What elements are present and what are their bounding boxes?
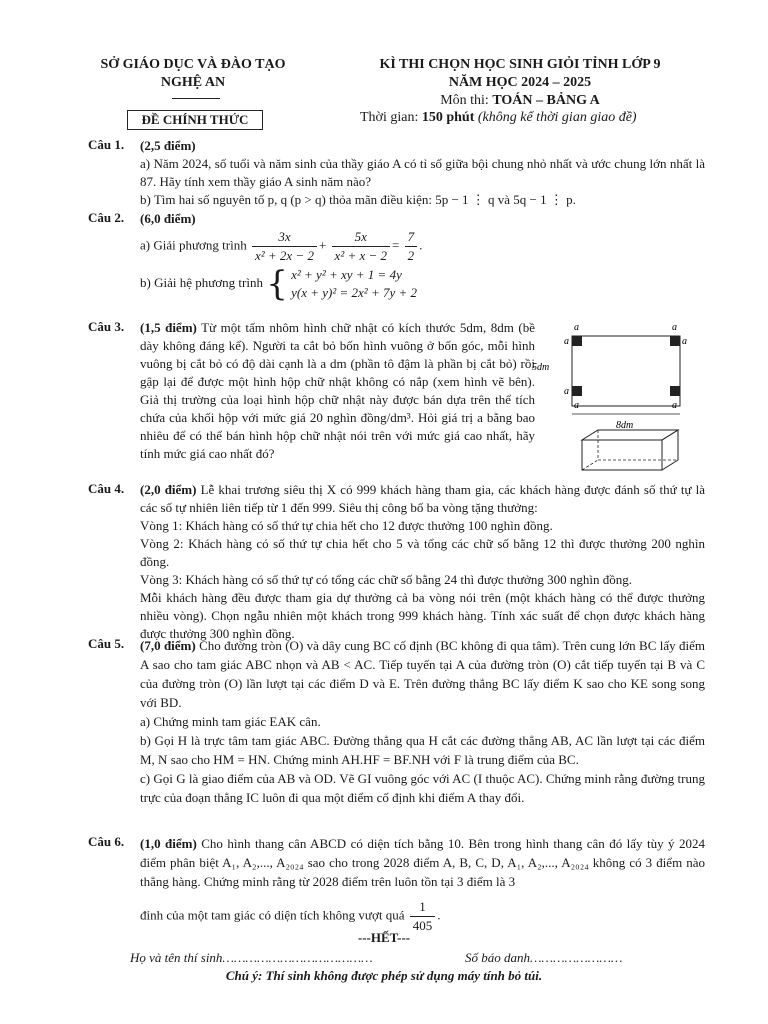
q1-part-b: b) Tìm hai số nguyên tố p, q (p > q) thỏa mãn điều kiện: 5p − 1 ⋮ q và 5q − 1 ⋮ p. [140,192,576,207]
system-eq-2: y(x + y)² = 2x² + 7y + 2 [291,285,418,300]
q3-body: Từ một tấm nhôm hình chữ nhật có kích thước 5dm, 8dm (bề dày không đáng kể). Người ta cắt bỏ bốn hình vuông ở bốn góc, mỗi hình vuông bị cắt bỏ có độ dài cạnh là a dm (phần tô đậm là phần bị cắt bỏ) rồi gập lại để được một hình hộp chữ nhật không có nắp (xem hình vẽ bên). Giả thị trường của loại hình hộp chữ nhật này được bán dựa trên thể tích chứa của khối hộp với mức giá 20 nghìn đồng/dm³. Hỏi giá trị a bằng bao nhiêu để có thể bán hình hộp chữ nhật nói trên với mức giá cao nhất, hãy tính mức giá cao nhất đó? [140,320,535,461]
fraction-2-num: 5x [332,228,390,247]
q5-intro: Cho đường tròn (O) và dây cung BC cố định (BC không đi qua tâm). Trên cung lớn BC lấy điểm A sao cho tam giác ABC nhọn và AB < AC. Tiếp tuyến tại A của đường tròn (O) cắt tiếp tuyến tại B và C của đường tròn (O) lần lượt tại các điểm D và E. Trên đường thẳng BC lấy điểm K sao cho KE song song với BD. [140,638,705,710]
issuer-block [88,56,298,92]
q4-round-2: Vòng 2: Khách hàng có số thứ tự chia hết cho 5 và tổng các chữ số bằng 12 thì được thưởng 200 nghìn đồng. [140,536,705,569]
q2a-prefix: a) Giải phương trình [140,237,247,253]
box-front [582,440,662,470]
official-badge: ĐỀ CHÍNH THỨC [127,110,263,130]
q3-text [140,319,535,463]
subject-line [325,92,715,110]
label-a-6: a [574,400,579,411]
issuer-line1: SỞ GIÁO DỤC VÀ ĐÀO TẠO [100,57,286,72]
label-a-2: a [672,322,677,333]
q6-points: (1,0 điểm) [140,836,197,851]
q6-label: Câu 6. [88,834,125,849]
rhs-num: 7 [405,228,418,247]
fraction-2 [332,228,390,265]
q5-points: (7,0 điểm) [140,638,196,653]
cut-square-top-right [670,336,680,346]
q5-part-a: a) Chứng minh tam giác EAK cân. [140,714,321,729]
q5-part-b: b) Gọi H là trực tâm tam giác ABC. Đường thẳng qua H cắt các đường thẳng AB, AC lần lượt tại các điểm M, N sao cho HM = HN. Chứng minh AH.HF = BF.NH với F là trung điểm của BC. [140,733,705,767]
q3-label: Câu 3. [88,319,125,334]
box-side [662,430,678,470]
calculator-note: Chú ý: Thí sinh không được phép sử dụng máy tính bỏ túi. [225,968,543,983]
fraction-1-den: x² + 2x − 2 [254,248,314,263]
sheet-outline [572,336,680,406]
q4-round-3: Vòng 3: Khách hàng có số thứ tự có tổng các chữ số bằng 24 thì được thưởng 300 nghìn đồng. [140,572,632,587]
issuer-line2: NGHỆ AN [160,75,226,90]
q4-end: Mỗi khách hàng đều được tham gia dự thưởng cả ba vòng nói trên (một khách hàng có thể được thưởng nhiều vòng). Chọn ngẫu nhiên một khách trong 999 khách hàng. Tính xác suất để chọn được khách hàng được thưởng 300 nghìn đồng. [140,590,705,641]
exam-title-block [325,56,715,110]
candidate-name-field: Họ và tên thí sinh………………………………… [130,950,373,965]
cut-square-top-left [572,336,582,346]
q2-points: (6,0 điểm) [140,211,196,226]
label-a-3: a [564,336,569,347]
candidate-number-field: Số báo danh…………………… [465,950,623,965]
q6-frac-num: 1 [410,898,436,917]
time-note: (không kể thời gian giao đề) [477,110,637,125]
q6-text-2: đỉnh của một tam giác có diện tích không vượt quá $\frac{1}{405}$ . [140,899,441,933]
q2b-prefix: b) Giải hệ phương trình [140,274,263,290]
q1-points: (2,5 điểm) [140,138,196,153]
q4-text [140,481,705,643]
cut-square-bottom-right [670,386,680,396]
system-brace: { [266,264,288,304]
q4-points: (2,0 điểm) [140,482,197,497]
label-8dm: 8dm [616,420,634,431]
q6-frac-den: 405 [412,918,433,933]
label-5dm: 5dm [532,362,550,373]
q6-text [140,834,705,891]
exam-title: KÌ THI CHỌN HỌC SINH GIỎI TỈNH LỚP 9 [379,57,661,72]
q4-intro: Lễ khai trương siêu thị X có 999 khách hàng tham gia, các khách hàng được đánh số thứ tự là các số tự nhiên liên tiếp từ 1 đến 999. Siêu thị công bố ba vòng tặng thưởng: [140,482,705,515]
system-eq-1: x² + y² + xy + 1 = 4y [291,267,402,282]
rhs-den: 2 [407,248,415,263]
q5-label: Câu 5. [88,636,125,651]
time-value: 150 phút [421,110,475,125]
fraction-rhs [405,228,418,265]
subject-name: TOÁN – BẢNG A [492,93,600,108]
cut-square-bottom-left [572,386,582,396]
label-a-7: a [672,400,677,411]
school-year: NĂM HỌC 2024 – 2025 [448,75,592,90]
fraction-1 [252,228,317,265]
q5-part-c: c) Gọi G là giao điểm của AB và OD. Vẽ GI vuông góc với AC (I thuộc AC). Chứng minh rằng đường trung trực của đoạn thẳng IC luôn đi qua một điểm cố định khi điểm A thay đổi. [140,771,705,805]
q4-round-1: Vòng 1: Khách hàng có số thứ tự chia hết cho 12 được thưởng 100 nghìn đồng. [140,518,553,533]
label-a-5: a [564,386,569,397]
label-a-1: a [574,322,579,333]
box-hidden-edge-3 [582,460,598,470]
header-divider [172,98,220,99]
q3-points: (1,5 điểm) [140,320,197,335]
q1-part-a: a) Năm 2024, số tuổi và năm sinh của thầy giáo A có tỉ số giữa bội chung nhỏ nhất và ước chung lớn nhất là 87. Hãy tính xem thầy giáo A sinh năm nào? [140,156,705,189]
time-prefix: Thời gian: [360,110,422,125]
q6-body-2: đỉnh của một tam giác có diện tích không vượt quá [140,907,405,923]
q2-part-a: a) Giải phương trình $\frac{3x}{\text{x² + 2x − 2}}$ + $\frac{5x}{\text{x² + x − 2}}$ = $\frac{7}{2}$ . [140,229,423,263]
system-equations [291,266,417,302]
aluminum-sheet-figure [530,318,710,478]
q6-body: Cho hình thang cân ABCD có diện tích bằng 10. Bên trong hình thang cân đó lấy tùy ý 2024 điểm phân biệt A₁, A₂,..., A₂₀₂₄ sao cho trong 2028 điểm A, B, C, D, A₁, A₂,..., A₂₀₂₄ không có 3 điểm nào thẳng hàng. Chứng minh rằng từ 2028 điểm trên luôn tồn tại 3 điểm là 3 [140,836,705,889]
label-a-4: a [682,336,687,347]
fraction-2-den: x² + x − 2 [334,248,388,263]
end-marker: ---HẾT--- [357,930,411,945]
q1-label: Câu 1. [88,137,125,152]
q5-text [140,636,705,807]
q2-label: Câu 2. [88,210,125,225]
q2-part-b [140,266,640,302]
fraction-1-num: 3x [252,228,317,247]
time-line [360,110,637,126]
q4-label: Câu 4. [88,481,125,496]
subject-prefix: Môn thi: [440,93,493,108]
